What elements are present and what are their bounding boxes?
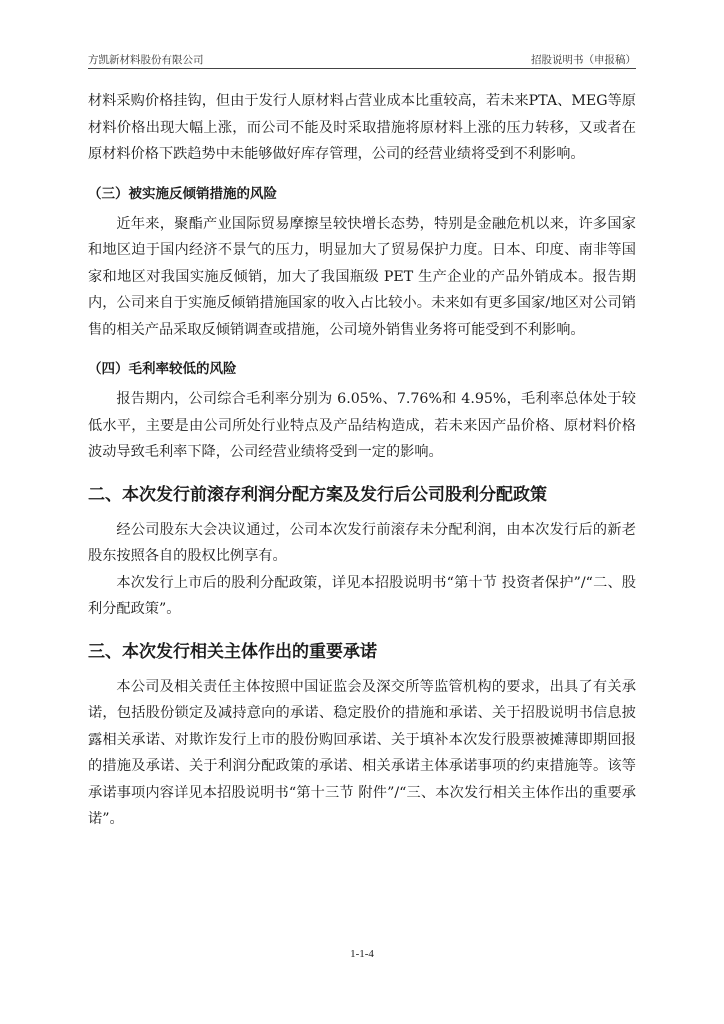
paragraph-dividend-reference: 本次发行上市后的股利分配政策，详见本招股说明书“第十节 投资者保护”/“二、股利分配政策”。 [88, 574, 636, 617]
section-heading-dividend-policy: 二、本次发行前滚存利润分配方案及发行后公司股利分配政策 [88, 484, 547, 505]
heading-gross-margin-risk: （四）毛利率较低的风险 [88, 361, 237, 377]
page-content [88, 88, 636, 833]
heading-antidumping-risk: （三）被实施反倾销措施的风险 [88, 185, 277, 202]
company-name: 方凯新材料股份有限公司 [88, 54, 204, 66]
paragraph-gross-margin: 报告期内，公司综合毛利率分别为 6.05%、7.76%和 4.95%，毛利率总体处于较低水平，主要是由公司所处行业特点及产品结构造成，若未来因产品价格、原材料价格波动导致毛利率下降，公司经营业绩将受到一定的影响。 [88, 391, 636, 460]
paragraph-raw-material: 材料采购价格挂钩，但由于发行人原材料占营业成本比重较高，若未来PTA、MEG等原材料价格出现大幅上涨，而公司不能及时采取措施将原材料上涨的压力转移，又或者在原材料价格下跌趋势中未能够做好库存管理，公司的经营业绩将受到不利影响。 [88, 93, 636, 162]
document-title: 招股说明书（申报稿） [531, 54, 636, 66]
section-heading-commitments: 三、本次发行相关主体作出的重要承诺 [88, 641, 377, 662]
paragraph-commitments: 本公司及相关责任主体按照中国证监会及深交所等监管机构的要求，出具了有关承诺，包括股份锁定及减持意向的承诺、稳定股价的措施和承诺、关于招股说明书信息披露相关承诺、对欺诈发行上市的股份购回承诺、关于填补本次发行股票被摊薄即期回报的措施及承诺、关于利润分配政策的承诺、相关承诺主体承诺事项的约束措施等。该等承诺事项内容详见本招股说明书“第十三节 附件”/“三、本次发行相关主体作出的重要承诺”。 [88, 678, 636, 827]
page-header [88, 52, 636, 69]
page-number: 1-1-4 [350, 948, 374, 960]
paragraph-retained-profit: 经公司股东大会决议通过，公司本次发行前滚存未分配利润，由本次发行后的新老股东按照各自的股权比例享有。 [88, 521, 636, 564]
paragraph-antidumping: 近年来，聚酯产业国际贸易摩擦呈较快增长态势，特别是金融危机以来，许多国家和地区迫于国内经济不景气的压力，明显加大了贸易保护力度。日本、印度、南非等国家和地区对我国实施反倾销，加大了我国瓶级 PET 生产企业的产品外销成本。报告期内，公司来自于实施反倾销措施国家的收入占比较小。未来如有更多国家/地区对公司销售的相关产品采取反倾销调查或措施，公司境外销售业务将可能受到不利影响。 [88, 215, 636, 338]
